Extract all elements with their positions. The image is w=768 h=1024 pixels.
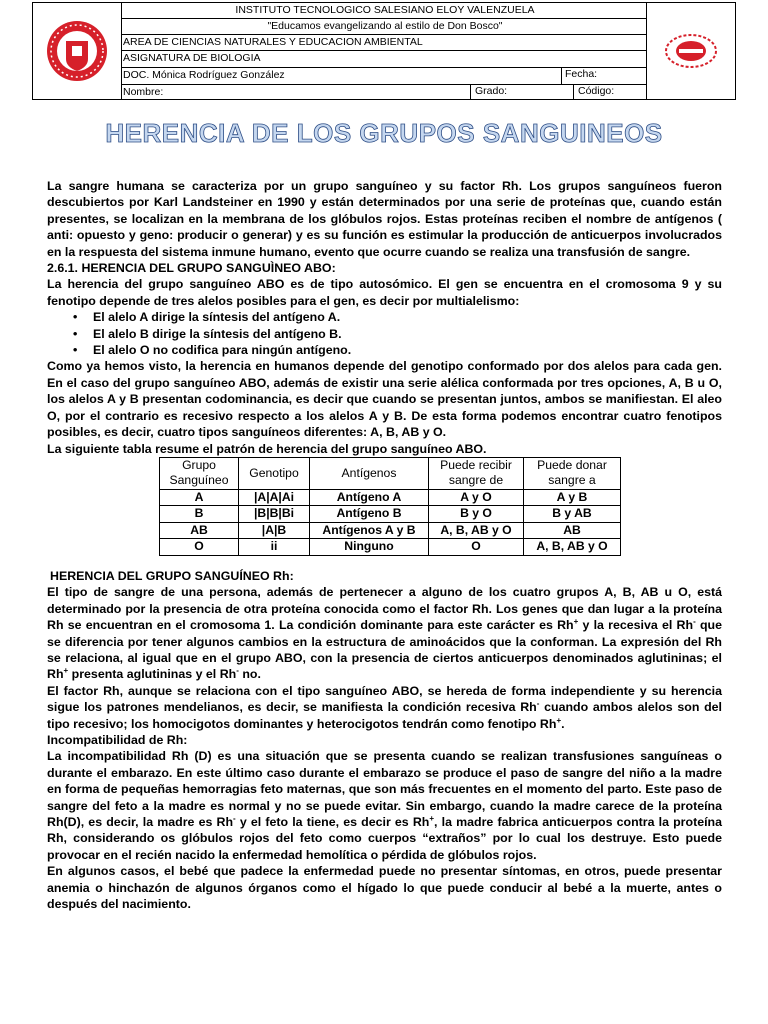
table-cell: A y O [429,489,524,506]
codominance-paragraph: Como ya hemos visto, la herencia en humanos depende del genotipo conformado por dos alelos para cada gen. En el caso del grupo sanguíneo ABO, además de existir una serie alélica conformada por tres opciones, A, B u O, los alelos A y B presentan codominancia, es decir que cuando se presentan juntos, ambos se manifiestan. El aleo O, por el contrario es recesivo respecto a los alelos A y B. De esta forma podemos encontrar cuatro fenotipos posibles, es decir, cuatro tipos sanguíneos diferentes: A, B, AB y O. [47,359,722,440]
table-row [160,522,621,539]
table-header-cell: Puede donar sangre a [524,457,621,489]
superscript: + [63,666,69,676]
subject-name: ASIGNATURA DE BIOLOGIA [121,51,647,68]
text-span: , la madre fabrica anticuerpos contra la proteína Rh, considerando os glóbulos rojos del feto como cuerpos “extraños” por lo cual los destruye. Esto puede provocar en el recién nacido la enfermedad hemolítica o pérdida de glóbulos rojos. [47,815,722,862]
table-cell: Antígenos A y B [310,522,429,539]
table-cell: B y AB [524,506,621,523]
table-intro: La siguiente tabla resume el patrón de herencia del grupo sanguíneo ABO. [47,441,487,456]
text-span: El tipo de sangre de una persona, además de pertenecer a alguno de los cuatro grupos A, B, AB u O, está determinado por la presencia de otra proteína conocida como el factor Rh. Los genes que dan lugar a la proteína Rh se encuentran en el cromosoma 1. La condición dominante para este carácter es Rh [47,585,722,633]
text-span: cuando ambos alelos son del tipo recesivo; los homocigotos dominantes y heterocigotos tendrán como fenotipo Rh [47,700,723,731]
table-row [160,539,621,556]
table-cell: O [160,539,239,556]
rh-section-heading [47,568,722,584]
spacer [47,556,722,568]
abo-inheritance-table [159,457,621,556]
table-row [160,489,621,506]
superscript: - [236,666,239,676]
text-span: que se diferencia por tener algunos cambios en la estructura de aminoácidos que la conforman. La expresión del Rh se relaciona, al igual que en el grupo ABO, con la presencia de ciertos anticuerpos denominados aglutininas; el Rh [47,618,722,682]
school-logo-left-icon [42,16,112,86]
institution-motto: "Educamos evangelizando al estilo de Don Bosco" [121,19,647,35]
table-cell: B y O [429,506,524,523]
text-span: y la recesiva el Rh [578,618,694,633]
code-label: Código: [573,84,649,100]
list-item: • El alelo O no codifica para ningún antígeno. [93,342,722,358]
abo-section-heading: 2.6.1. HERENCIA DEL GRUPO SANGUÌNEO ABO: [47,261,336,276]
rh-heading-text: HERENCIA DEL GRUPO SANGUÍNEO Rh: [50,568,294,583]
superscript: - [536,699,540,709]
table-cell: A y B [524,489,621,506]
superscript: - [693,617,696,626]
final-paragraph: En algunos casos, el bebé que padece la enfermedad puede no presentar síntomas, en otros, puede presentar anemia o hinchazón de algunos órganos como el hígado lo que puede conducir al bebé a la muerte, antes o después del nacimiento. [47,864,722,912]
text-span: El factor Rh, aunque se relaciona con el tipo sanguíneo ABO, se hereda de forma independiente y su herencia sigue los patrones mendelianos, es decir, se manifiesta la condición recesiva Rh [47,683,722,715]
logo-right-cell [646,3,735,99]
allele-list [47,309,722,358]
table-cell: A [160,489,239,506]
text-span: y el feto la tiene, es decir es Rh [235,815,430,829]
table-cell: |B|B|Bi [239,506,310,523]
institution-name: INSTITUTO TECNOLOGICO SALESIANO ELOY VALENZUELA [121,3,647,19]
table-cell: |A|A|Ai [239,489,310,506]
table-cell: AB [524,522,621,539]
area-name: AREA DE CIENCIAS NATURALES Y EDUCACION AMBIENTAL [121,35,647,51]
table-header-cell: Puede recibir sangre de [429,457,524,489]
superscript: + [573,617,579,626]
student-name-label: Nombre: [123,86,164,98]
logo-left-cell [33,3,122,99]
date-label: Fecha: [561,68,647,85]
table-cell: Ninguno [310,539,429,556]
rh-paragraph-2 [47,683,722,732]
document-header [32,2,736,100]
list-item: • El alelo B dirige la síntesis del antígeno B. [93,326,722,342]
intro-paragraph: La sangre humana se caracteriza por un grupo sanguíneo y su factor Rh. Los grupos sanguíneos fueron descubiertos por Karl Landsteiner en 1990 y están determinados por una serie de proteínas que, cuando están presentes, se localizan en la membrana de los glóbulos rojos. Estas proteínas reciben el nombre de antígenos ( anti: opuesto y geno: producir o generar) y es su función es estimular la producción de anticuerpos involucrados en la respuesta del sistema inmune humano, evento que ocurre cuando se realiza una transfusión de sangre. [47,179,722,259]
incompatibility-paragraph [47,748,722,863]
document-body [47,178,722,912]
rh-paragraph-1 [47,584,722,682]
table-row [160,506,621,523]
table-cell: ii [239,539,310,556]
abo-paragraph: La herencia del grupo sanguíneo ABO es de tipo autosómico. El gen se encuentra en el cromosoma 9 y su fenotipo depende de tres alelos posibles para el gen, es decir por multialelismo: [47,277,722,308]
table-cell: A, B, AB y O [429,522,524,539]
table-cell: Antígeno A [310,489,429,506]
table-header-row [160,457,621,489]
table-cell: AB [160,522,239,539]
text-span: . [561,716,565,731]
list-item: • El alelo A dirige la síntesis del antígeno A. [93,309,722,325]
school-logo-right-icon [663,31,719,71]
page-title: HERENCIA DE LOS GRUPOS SANGUINEOS [105,118,663,148]
grade-label: Grado: [470,84,573,100]
table-cell: Antígeno B [310,506,429,523]
superscript: + [429,813,435,823]
superscript: + [556,715,562,725]
text-span: La incompatibilidad Rh (D) es una situación que se presenta cuando se realizan transfusiones sanguíneas o durante el embarazo. En este último caso durante el embarazo se produce el paso de sangre del niño a la madre en forma de pequeñas hemorragias feto maternas, que son más frecuentes en el momento del parto. Este paso de sangre del feto a la madre es normal y no se puede evitar. Sin embargo, cuando la madre carece de la proteína Rh(D), es decir, la madre es Rh [47,749,722,829]
table-cell: A, B, AB y O [524,539,621,556]
superscript: - [233,813,236,823]
text-span: presenta aglutininas y el Rh [68,667,237,682]
table-cell: |A|B [239,522,310,539]
table-cell: O [429,539,524,556]
teacher-name: DOC. Mónica Rodríguez González [121,68,647,85]
table-header-cell: Genotipo [239,457,310,489]
table-cell: B [160,506,239,523]
text-span: no. [238,667,261,682]
table-header-cell: Grupo Sanguíneo [160,457,239,489]
table-header-cell: Antígenos [310,457,429,489]
incompatibility-heading: Incompatibilidad de Rh: [47,732,188,747]
